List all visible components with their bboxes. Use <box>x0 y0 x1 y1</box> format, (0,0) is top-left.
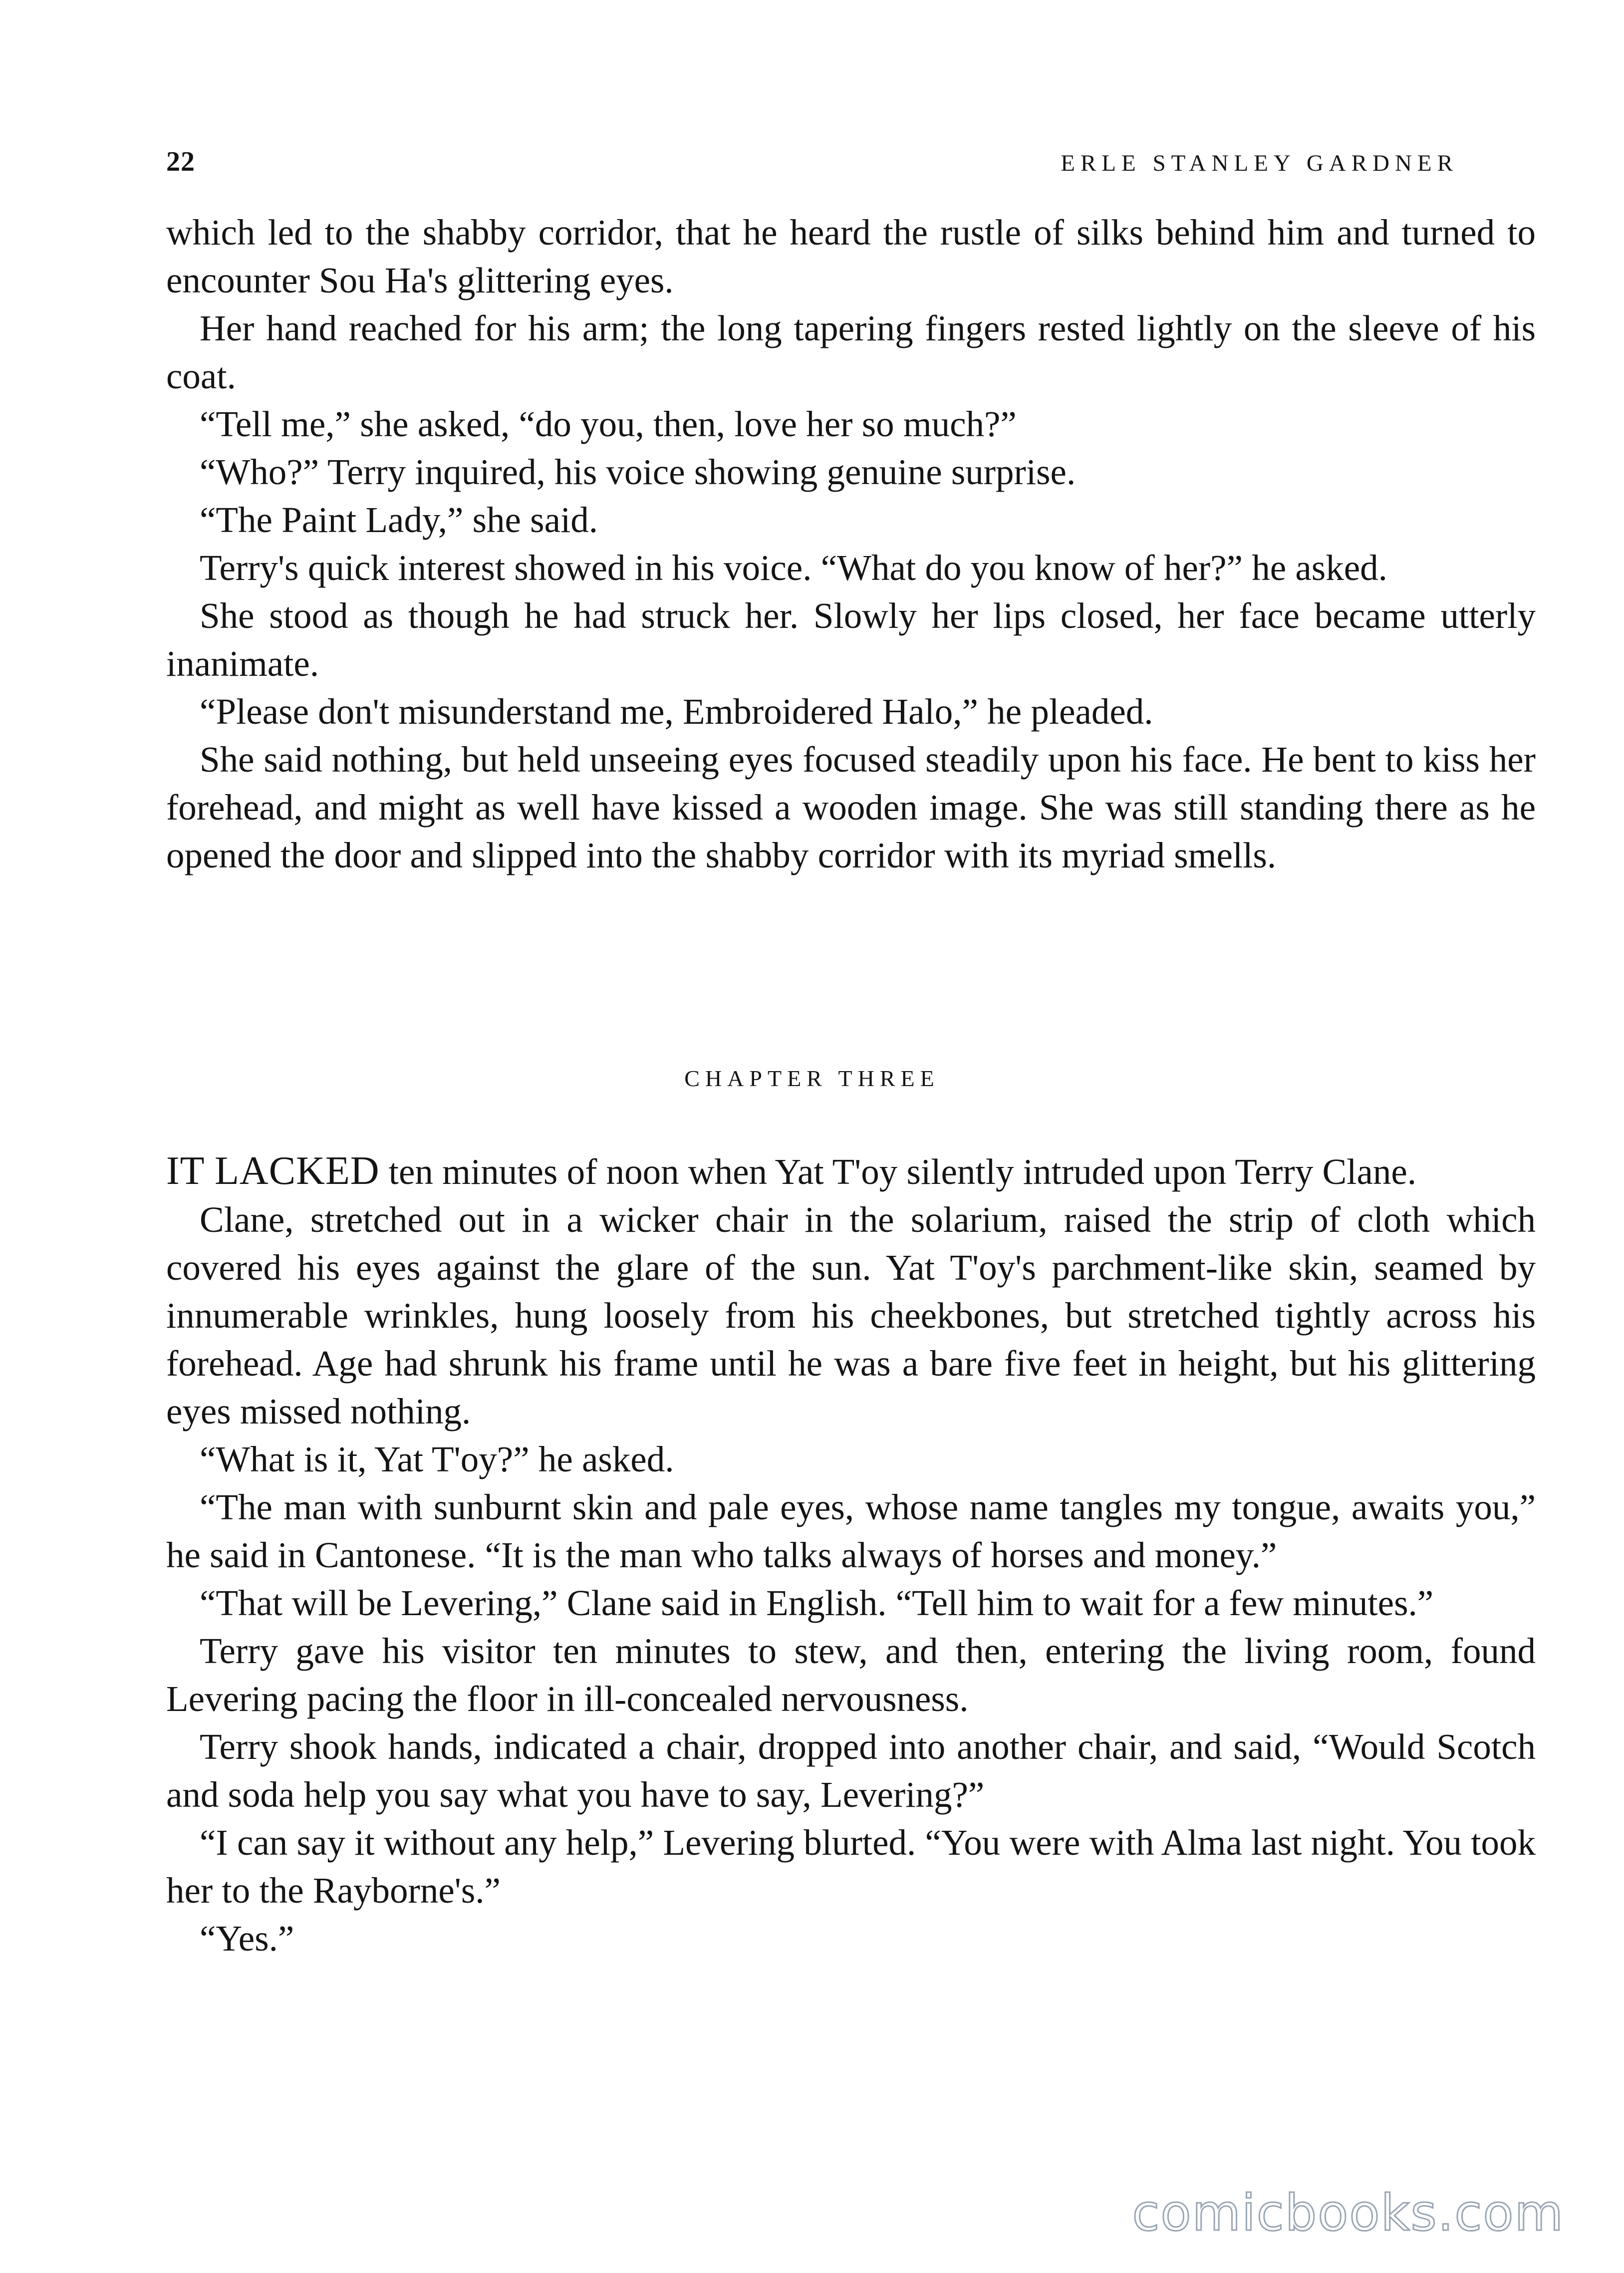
paragraph: Terry gave his visitor ten minutes to stew, and then, entering the living room, found Levering pacing the floor in ill-concealed nervousness. <box>166 1631 1536 1719</box>
chapter-lead-in: IT LACKED <box>166 1149 380 1193</box>
paragraph: Terry shook hands, indicated a chair, dropped into another chair, and said, “Would Scotch and soda help you say what you have to say, Levering?” <box>166 1726 1536 1815</box>
paragraph: She said nothing, but held unseeing eyes focused steadily upon his face. He bent to kiss her forehead, and might as well have kissed a wooden image. She was still standing there as he opened the door and slipped into the shabby corridor with its myriad smells. <box>166 739 1536 875</box>
paragraph: “What is it, Yat T'oy?” he asked. <box>200 1439 674 1479</box>
paragraph: “Who?” Terry inquired, his voice showing genuine surprise. <box>200 452 1076 492</box>
paragraph: Terry's quick interest showed in his voice. “What do you know of her?” he asked. <box>200 548 1387 588</box>
chapter-first-paragraph-rest: ten minutes of noon when Yat T'oy silently intruded upon Terry Clane. <box>379 1151 1416 1192</box>
paragraph: Her hand reached for his arm; the long tapering fingers rested lightly on the sleeve of his coat. <box>166 308 1536 396</box>
section-one-text <box>166 209 1536 879</box>
chapter-heading: CHAPTER THREE <box>684 1066 940 1091</box>
running-head: ERLE STANLEY GARDNER <box>1061 150 1458 176</box>
paragraph: “Yes.” <box>200 1918 294 1959</box>
chapter-first-paragraph <box>166 1147 1536 1196</box>
paragraph: “That will be Levering,” Clane said in English. “Tell him to wait for a few minutes.” <box>200 1583 1434 1623</box>
paragraph: which led to the shabby corridor, that he heard the rustle of silks behind him and turned to encounter Sou Ha's glittering eyes. <box>166 212 1536 300</box>
watermark: comicbooks.com <box>1132 2184 1564 2242</box>
paragraph: “Please don't misunderstand me, Embroidered Halo,” he pleaded. <box>200 691 1153 732</box>
paragraph: She stood as though he had struck her. Slowly her lips closed, her face became utterly inanimate. <box>166 595 1536 684</box>
paragraph: “The Paint Lady,” she said. <box>200 500 598 540</box>
chapter-three-text <box>166 1147 1536 1963</box>
page-number: 22 <box>166 146 195 177</box>
paragraph: “I can say it without any help,” Levering blurted. “You were with Alma last night. You took her to the Rayborne's.” <box>166 1822 1536 1911</box>
paragraph: “The man with sunburnt skin and pale eyes, whose name tangles my tongue, awaits you,” he said in Cantonese. “It is the man who talks always of horses and money.” <box>166 1487 1536 1575</box>
paragraph: “Tell me,” she asked, “do you, then, love her so much?” <box>200 404 1017 444</box>
paragraph: Clane, stretched out in a wicker chair in the solarium, raised the strip of cloth which covered his eyes against the glare of the sun. Yat T'oy's parchment-like skin, seamed by innumerable wrinkles, hung loosely from his cheekbones, but stretched tightly across his forehead. Age had shrunk his frame until he was a bare five feet in height, but his glittering eyes missed nothing. <box>166 1199 1536 1431</box>
